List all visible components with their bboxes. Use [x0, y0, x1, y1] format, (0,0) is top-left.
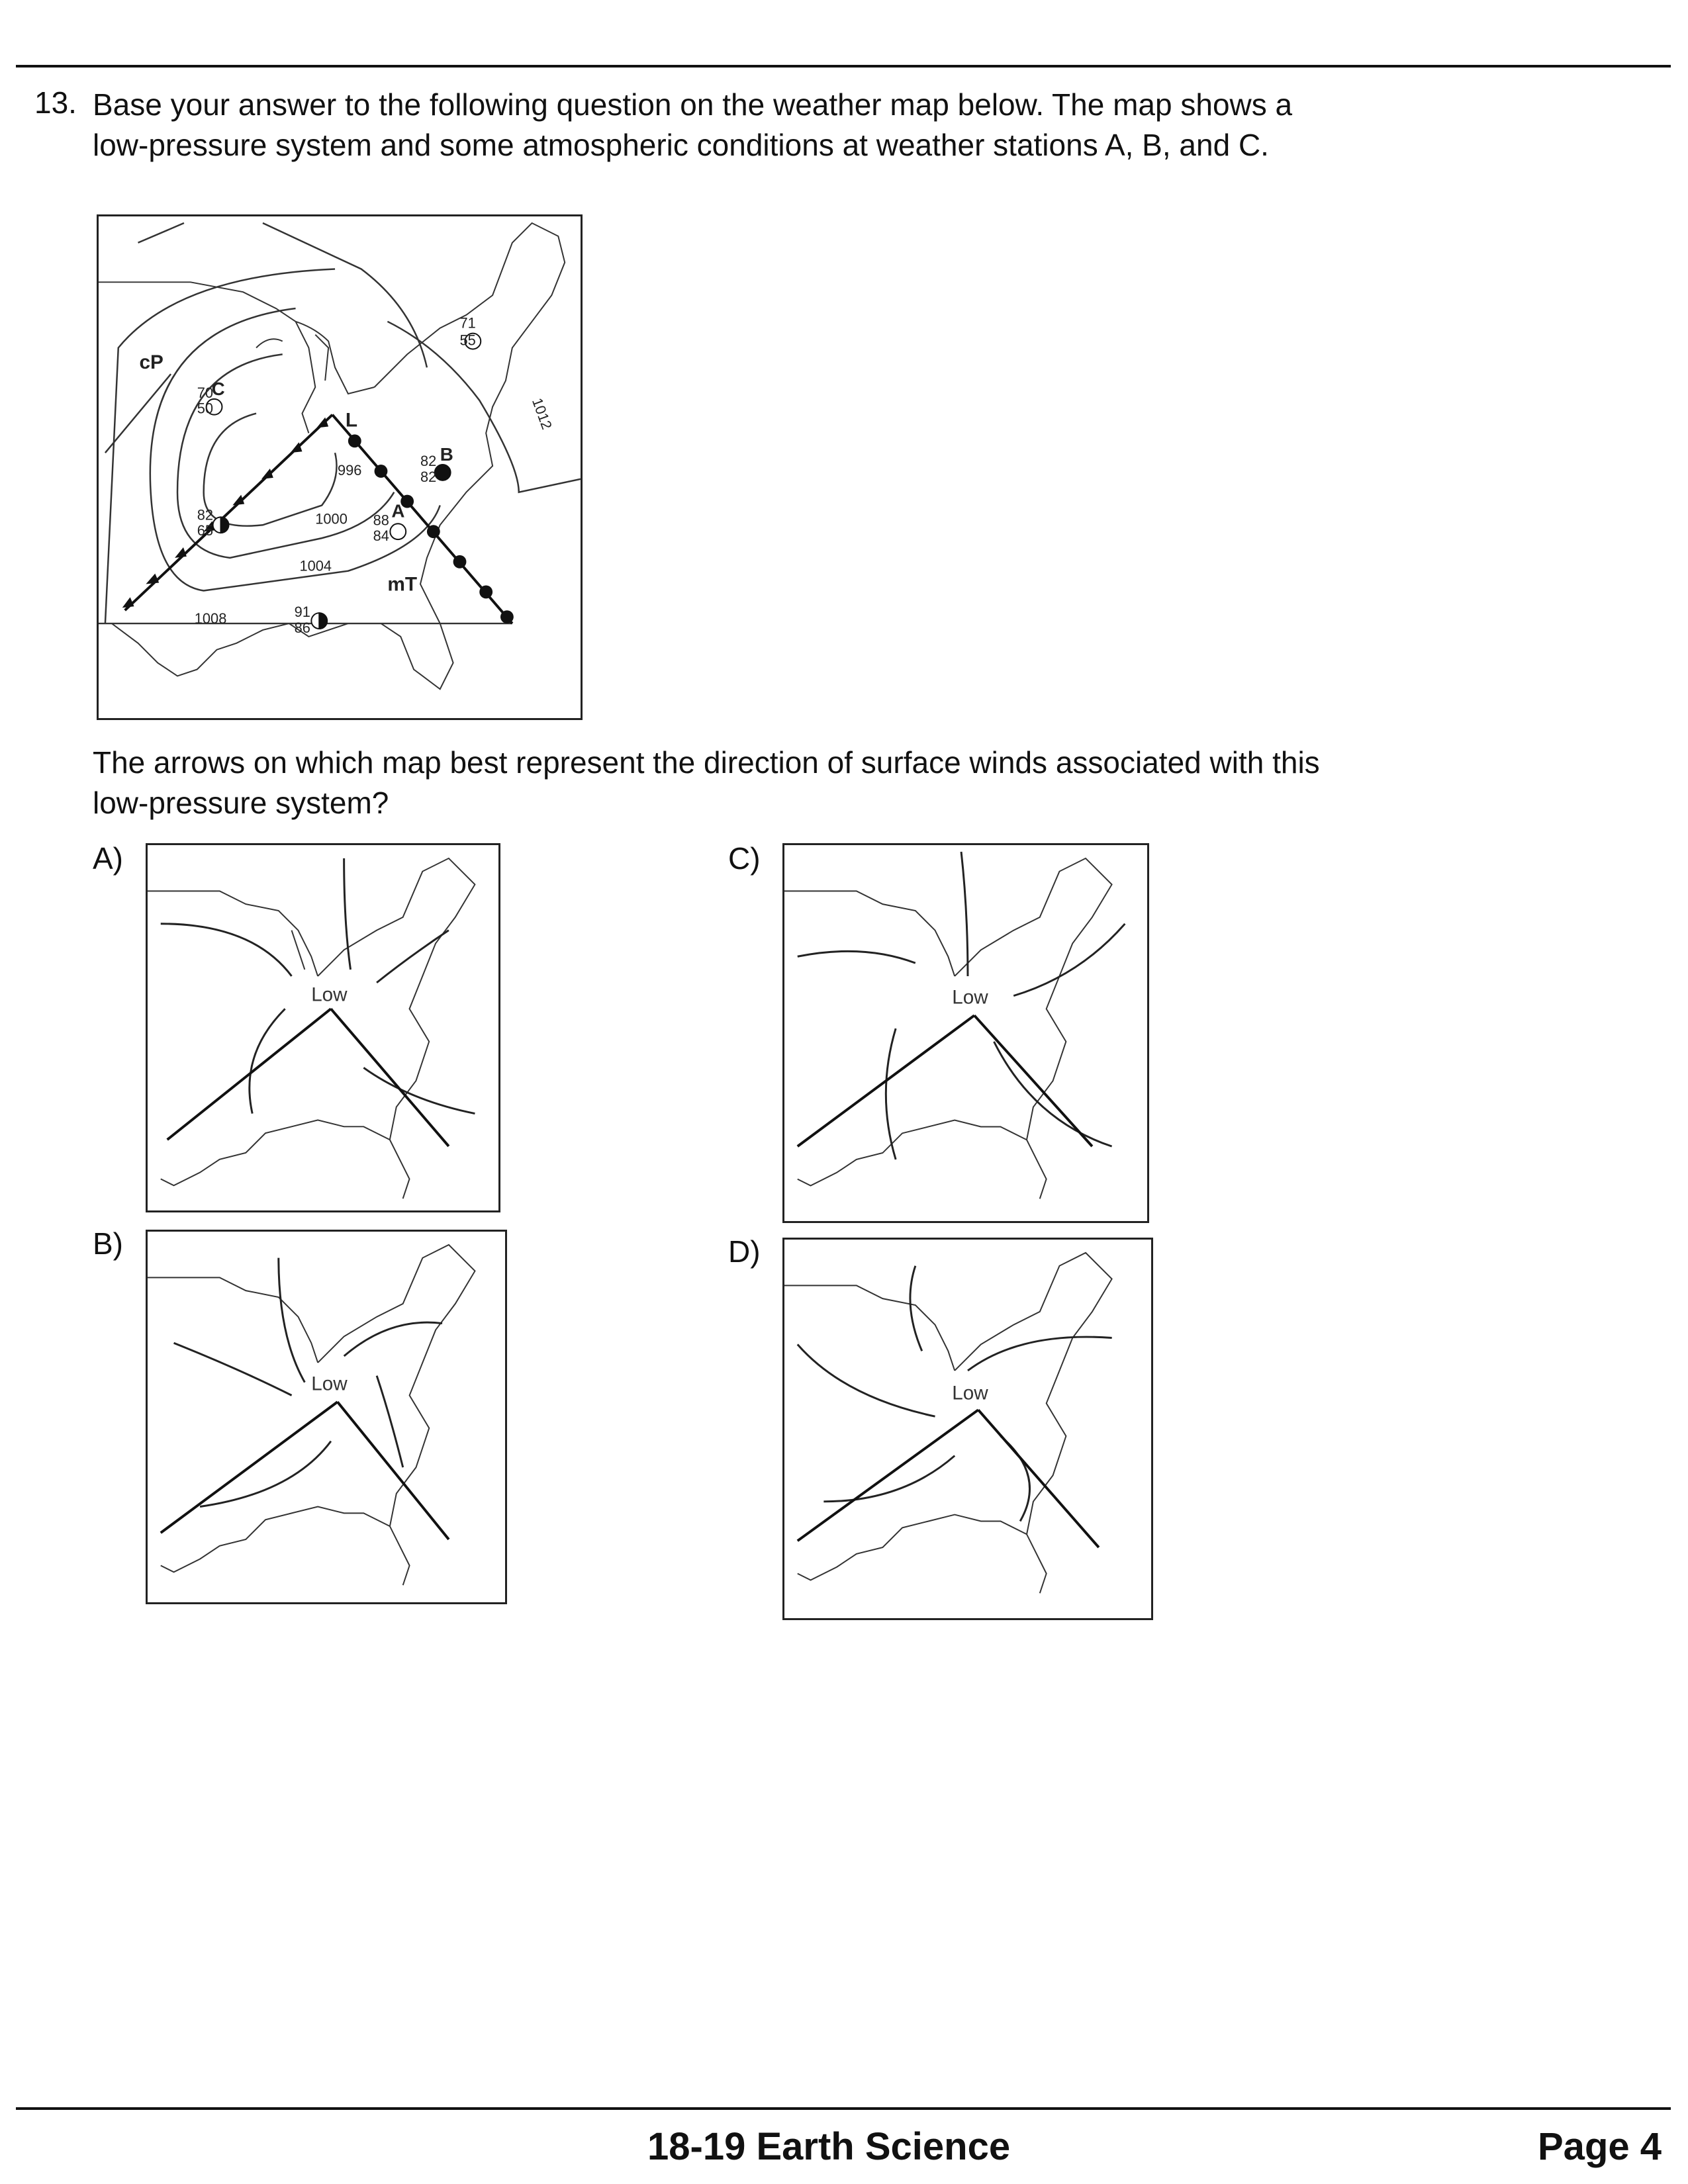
low-symbol: L [345, 409, 358, 432]
prompt-line-2: low-pressure system? [93, 786, 389, 820]
option-d-cold-front [798, 1410, 978, 1541]
prompt-line-1: The arrows on which map best represent the direction of surface winds associated with this [93, 745, 1320, 780]
station-a-name: A [391, 500, 405, 522]
option-a-low-label: Low [311, 983, 348, 1006]
option-b-warm-front [338, 1402, 449, 1539]
option-b-arrows [174, 1258, 442, 1507]
question-prompt [93, 743, 1483, 823]
question-line-1: Base your answer to the following question on the weather map below. The map shows a [93, 87, 1293, 122]
option-c-figure [784, 845, 1147, 1221]
question-line-2: low-pressure system and some atmospheric conditions at weather stations A, B, and C. [93, 128, 1269, 162]
option-b-label[interactable]: B) [93, 1226, 123, 1261]
air-mass-mt: mT [387, 573, 418, 596]
footer-title: 18-19 Earth Science [647, 2125, 1011, 2168]
option-a-warm-front [331, 1009, 449, 1146]
option-d-warm-front [978, 1410, 1099, 1547]
footer-page-number: Page 4 [1538, 2125, 1662, 2168]
option-b-coastline [148, 1245, 475, 1585]
option-a-label[interactable]: A) [93, 841, 123, 876]
option-d-map[interactable] [782, 1238, 1153, 1620]
station-ne-dew: 55 [459, 332, 476, 349]
option-c-label[interactable]: C) [728, 841, 761, 876]
option-c-coastline [784, 858, 1112, 1199]
option-c-low-label: Low [952, 986, 988, 1009]
station-b-name: B [440, 444, 453, 465]
option-a-cold-front [167, 1009, 331, 1140]
isobar-label-1008: 1008 [194, 610, 227, 627]
option-b-figure [148, 1232, 505, 1602]
isobar-label-1000: 1000 [315, 510, 348, 527]
station-a-temp: 88 [373, 512, 389, 529]
weather-map-figure [99, 216, 581, 718]
option-d-label[interactable]: D) [728, 1234, 761, 1269]
option-d-coastline [784, 1253, 1112, 1593]
station-w-dew: 65 [197, 522, 214, 539]
station-s-dew: 86 [294, 619, 310, 636]
top-rule [16, 65, 1671, 68]
weather-map [97, 214, 583, 720]
question-number: 13. [34, 85, 77, 120]
option-c-map[interactable] [782, 843, 1149, 1223]
option-b-low-label: Low [311, 1373, 348, 1395]
isobar-label-1004: 1004 [299, 557, 332, 574]
station-b-dew: 82 [420, 468, 437, 485]
station-w-temp: 82 [197, 506, 214, 523]
station-s-temp: 91 [294, 604, 310, 621]
option-a-map[interactable] [146, 843, 500, 1212]
coastline-outline [99, 223, 565, 689]
station-a-dew: 84 [373, 527, 389, 545]
isobar-label-1012: 1012 [528, 395, 555, 432]
isobar-label-996: 996 [338, 461, 362, 478]
option-a-figure [148, 845, 498, 1210]
option-a-coastline [148, 858, 475, 1199]
station-c-dew: 50 [197, 400, 214, 417]
option-d-figure [784, 1240, 1151, 1618]
bottom-rule [16, 2107, 1671, 2110]
option-d-low-label: Low [952, 1382, 988, 1404]
station-ne-temp: 71 [459, 314, 476, 332]
option-b-map[interactable] [146, 1230, 507, 1604]
station-b-temp: 82 [420, 453, 437, 470]
station-c-name: C [211, 378, 225, 399]
station-c-temp: 70 [197, 384, 214, 401]
option-c-cold-front [798, 1015, 974, 1146]
question-text [93, 85, 1470, 165]
air-mass-cp: cP [139, 351, 164, 374]
option-b-cold-front [161, 1402, 338, 1533]
